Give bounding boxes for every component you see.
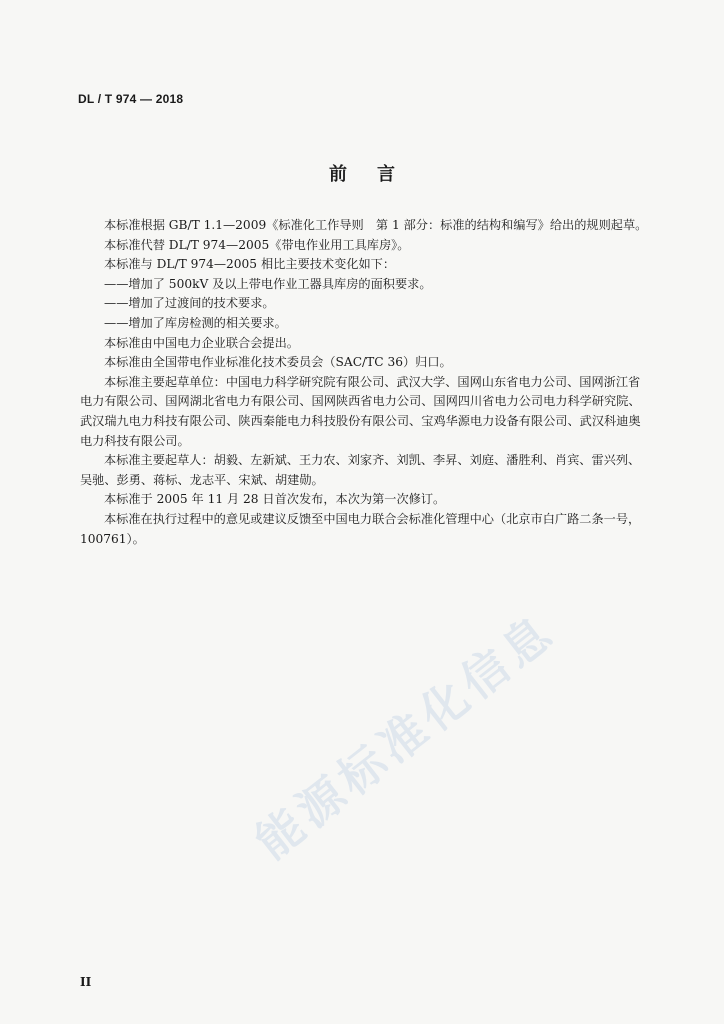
paragraph-drafting-units: 本标准主要起草单位：中国电力科学研究院有限公司、武汉大学、国网山东省电力公司、国网浙江省电力有限公司、国网湖北省电力有限公司、国网陕西省电力公司、国网四川省电力公司电力科学研究院、武汉瑞九电力科技有限公司、陕西秦能电力科技股份有限公司、宝鸡华源电力设备有限公司、武汉科迪奥电力科技有限公司。 [80, 374, 641, 448]
section-title: 前言 [329, 164, 425, 185]
paragraph-drafters: 本标准主要起草人：胡毅、左新斌、王力农、刘家齐、刘凯、李昇、刘庭、潘胜利、肖宾、雷兴列、吴驰、彭勇、蒋标、龙志平、宋斌、胡建勋。 [80, 453, 641, 487]
paragraph-changes-intro: 本标准与 DL/T 974—2005 相比主要技术变化如下： [104, 257, 396, 272]
change-item-testing: ——增加了库房检测的相关要求。 [104, 315, 287, 330]
change-item-transition: ——增加了过渡间的技术要求。 [104, 296, 275, 311]
paragraph-release-history: 本标准于 2005 年 11 月 28 日首次发布，本次为第一次修订。 [104, 492, 446, 507]
paragraph-proposed-by: 本标准由中国电力企业联合会提出。 [104, 335, 299, 350]
page-number: II [80, 975, 92, 989]
change-item-area: ——增加了 500kV 及以上带电作业工器具库房的面积要求。 [104, 276, 432, 291]
paragraph-feedback: 本标准在执行过程中的意见或建议反馈至中国电力联合会标准化管理中心（北京市白广路二条一号，100761）。 [80, 511, 641, 546]
foreword-body [80, 216, 652, 549]
standard-code-header: DL / T 974 — 2018 [78, 92, 184, 106]
watermark-text: 能源标准化信息 [245, 602, 566, 870]
paragraph-administered-by: 本标准由全国带电作业标准化技术委员会（SAC/TC 36）归口。 [104, 355, 452, 370]
paragraph-drafting-rules: 本标准根据 GB/T 1.1—2009《标准化工作导则 第 1 部分：标准的结构和编写》给出的规则起草。 [104, 218, 648, 232]
paragraph-replaces: 本标准代替 DL/T 974—2005《带电作业用工具库房》。 [104, 237, 410, 252]
